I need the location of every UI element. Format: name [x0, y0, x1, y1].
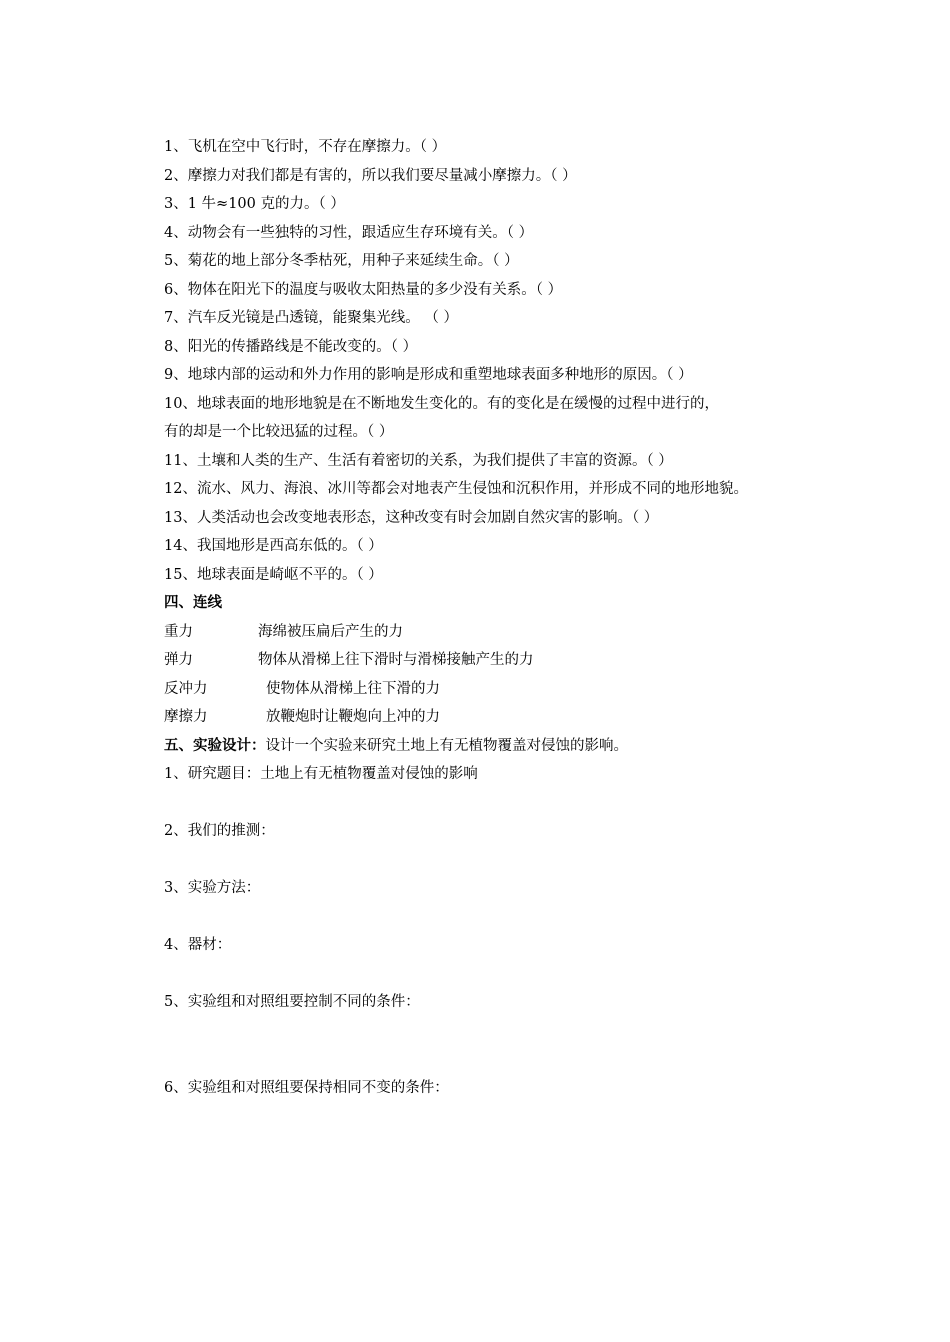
statement-12: 12、流水、风力、海浪、冰川等都会对地表产生侵蚀和沉积作用，并形成不同的地形地貌。 [164, 481, 748, 497]
force-name: 弹力 [164, 652, 193, 668]
matching-row [164, 646, 804, 675]
statement-5: 5、菊花的地上部分冬季枯死，用种子来延续生命。（ ） [164, 253, 519, 269]
statement-3: 3、1 牛≈100 克的力。（ ） [164, 196, 345, 212]
true-false-list [164, 133, 804, 589]
statement-10-part1: 10、地球表面的地形地貌是在不断地发生变化的。有的变化是在缓慢的过程中进行的， [164, 395, 719, 412]
experiment-item-4: 4、器材： [164, 937, 232, 953]
statement-8: 8、阳光的传播路线是不能改变的。（ ） [164, 338, 418, 355]
statement-10-part2: 有的却是一个比较迅猛的过程。（ ） [164, 424, 394, 440]
worksheet-page [164, 133, 804, 1102]
experiment-heading: 五、实验设计： [164, 736, 266, 754]
experiment-heading-line [164, 732, 804, 761]
force-name: 反冲力 [164, 680, 208, 697]
statement-14: 14、我国地形是西高东低的。（ ） [164, 538, 383, 554]
answer-space [164, 903, 804, 932]
statement-7: 7、汽车反光镜是凸透镜，能聚集光线。 （ ） [164, 310, 458, 326]
experiment-item-5: 5、实验组和对照组要控制不同的条件： [164, 994, 420, 1010]
statement-15: 15、地球表面是崎岖不平的。（ ） [164, 566, 383, 583]
experiment-section [164, 732, 804, 1103]
experiment-item-3: 3、实验方法： [164, 880, 261, 896]
answer-space [164, 960, 804, 989]
answer-space [164, 846, 804, 875]
answer-space [164, 1017, 804, 1074]
experiment-item-2: 2、我们的推测： [164, 823, 275, 839]
matching-heading: 四、连线 [164, 594, 222, 611]
force-name: 重力 [164, 623, 193, 640]
statement-6: 6、物体在阳光下的温度与吸收太阳热量的多少没有关系。（ ） [164, 281, 563, 298]
statement-9: 9、地球内部的运动和外力作用的影响是形成和重塑地球表面多种地形的原因。（ ） [164, 367, 693, 383]
answer-space [164, 789, 804, 818]
statement-1: 1、飞机在空中飞行时，不存在摩擦力。（ ） [164, 139, 447, 155]
matching-row [164, 703, 804, 732]
statement-2: 2、摩擦力对我们都是有害的，所以我们要尽量减小摩擦力。（ ） [164, 167, 577, 184]
force-name: 摩擦力 [164, 709, 208, 725]
statement-13: 13、人类活动也会改变地表形态，这种改变有时会加剧自然灾害的影响。（ ） [164, 509, 659, 526]
statement-4: 4、动物会有一些独特的习性，跟适应生存环境有关。（ ） [164, 224, 534, 241]
experiment-intro: 设计一个实验来研究土地上有无植物覆盖对侵蚀的影响。 [265, 737, 628, 754]
matching-row [164, 618, 804, 647]
force-description: 放鞭炮时让鞭炮向上冲的力 [266, 709, 440, 725]
force-description: 物体从滑梯上往下滑时与滑梯接触产生的力 [258, 652, 534, 668]
experiment-item-1: 1、研究题目：土地上有无植物覆盖对侵蚀的影响 [164, 766, 478, 782]
force-description: 海绵被压扁后产生的力 [258, 623, 403, 640]
matching-row [164, 675, 804, 704]
experiment-item-6: 6、实验组和对照组要保持相同不变的条件： [164, 1079, 449, 1096]
matching-section [164, 589, 804, 732]
statement-11: 11、土壤和人类的生产、生活有着密切的关系，为我们提供了丰富的资源。（ ） [164, 452, 673, 469]
force-description: 使物体从滑梯上往下滑的力 [266, 680, 440, 697]
